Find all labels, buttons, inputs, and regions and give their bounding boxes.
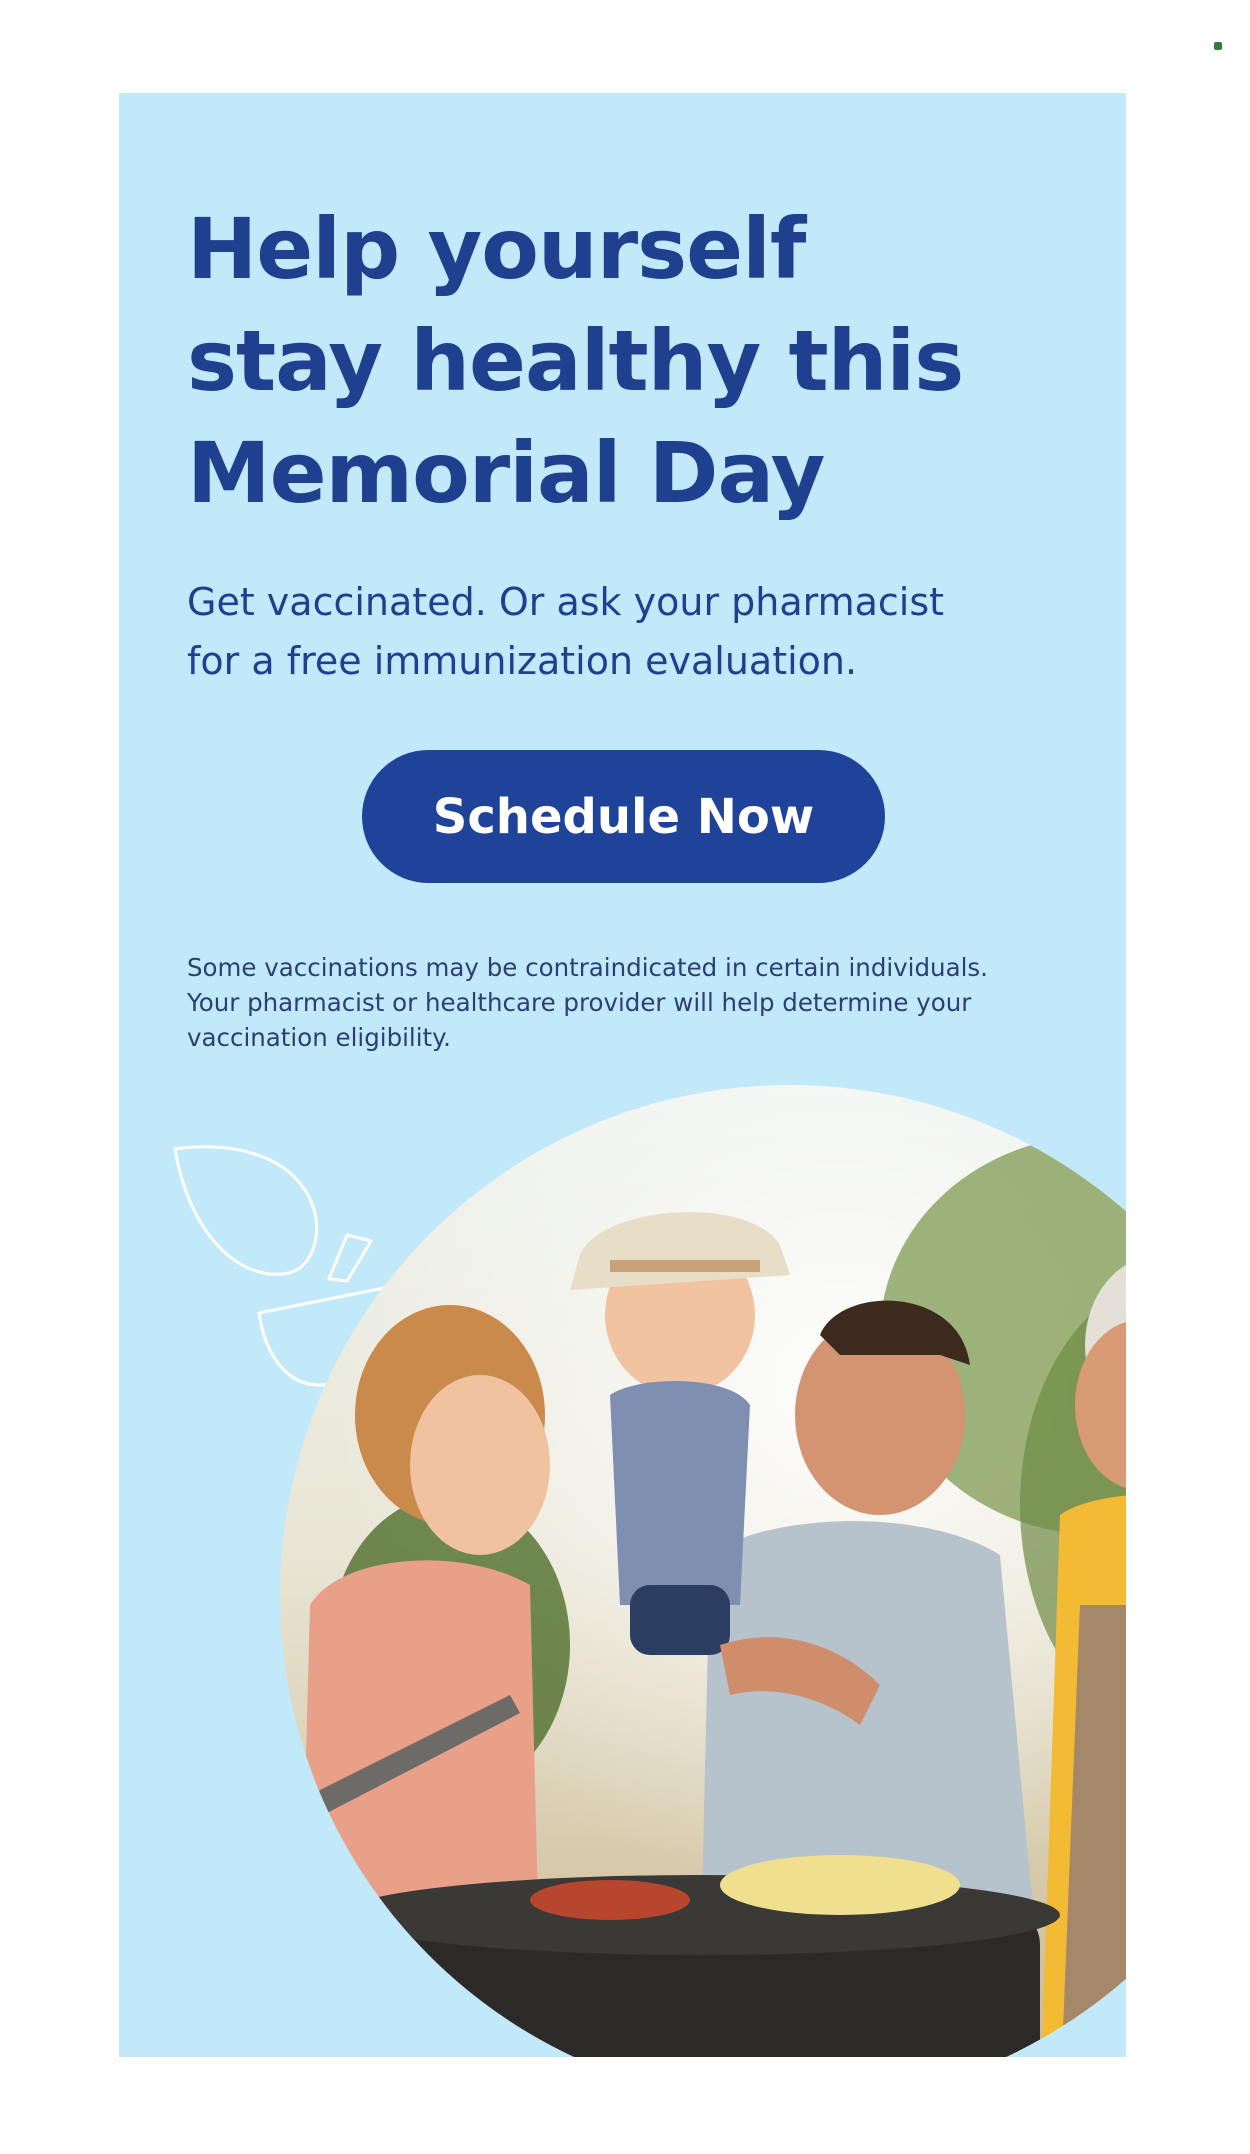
vaccination-disclaimer xyxy=(187,950,1087,1055)
subheadline-line-2: for a free immunization evaluation. xyxy=(187,639,858,683)
disclaimer-line-2: Your pharmacist or healthcare provider will help determine your xyxy=(187,988,972,1017)
disclaimer-line-1: Some vaccinations may be contraindicated in certain individuals. xyxy=(187,953,988,982)
headline-line-2: stay healthy this xyxy=(187,312,964,410)
schedule-now-button[interactable]: Schedule Now xyxy=(362,750,885,883)
disclaimer-line-3: vaccination eligibility. xyxy=(187,1023,451,1052)
promo-banner xyxy=(119,93,1126,2057)
subheadline xyxy=(187,573,1087,691)
headline xyxy=(187,193,1047,529)
headline-line-3: Memorial Day xyxy=(187,424,825,522)
corner-marker xyxy=(1214,42,1222,50)
subheadline-line-1: Get vaccinated. Or ask your pharmacist xyxy=(187,580,945,624)
headline-line-1: Help yourself xyxy=(187,200,806,298)
